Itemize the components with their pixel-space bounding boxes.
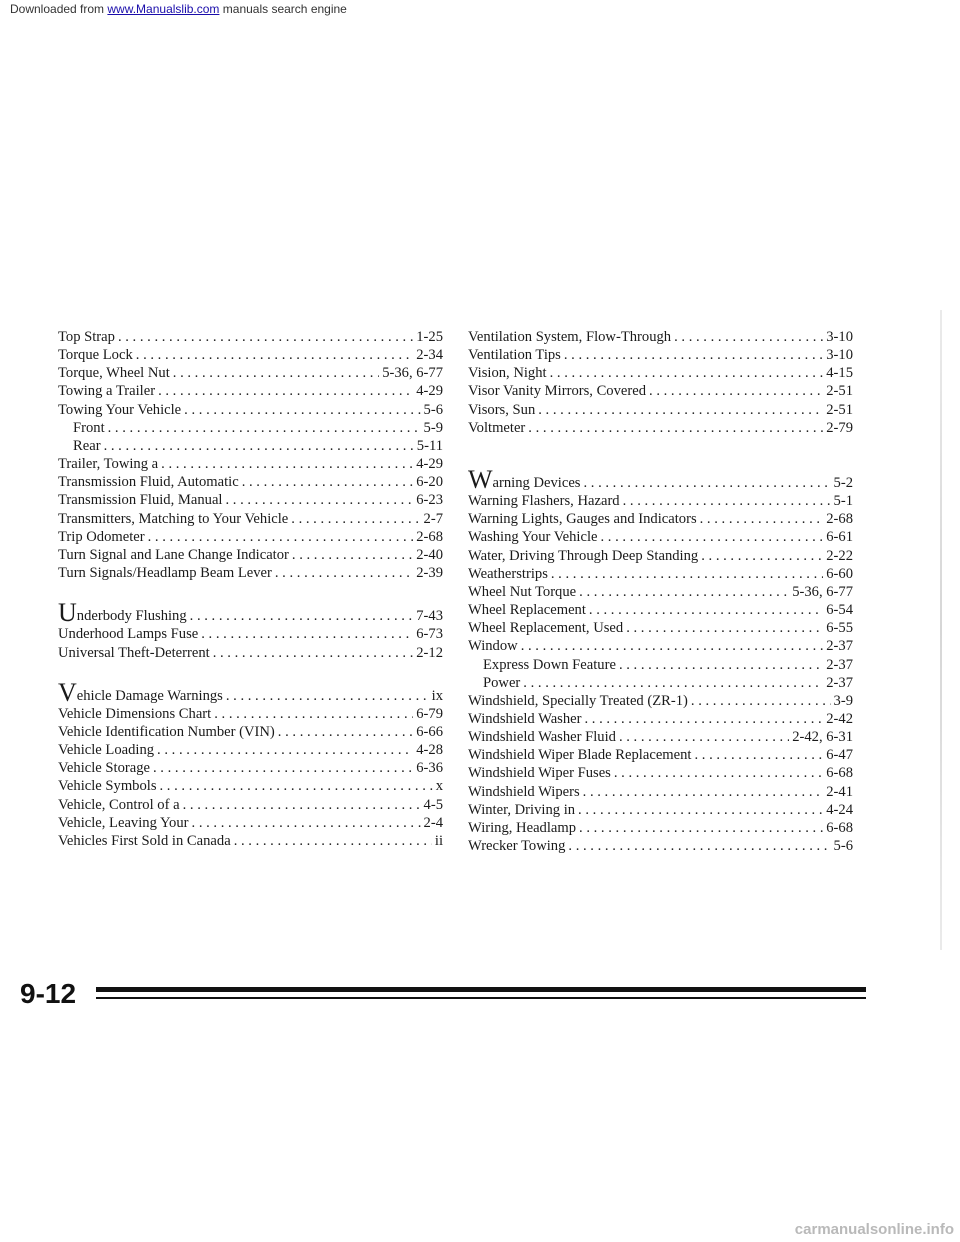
entry-page: 2-41 [826,783,853,800]
index-entry [58,598,443,628]
entry-page: 4-5 [423,796,443,813]
index-entry [58,723,443,741]
entry-label: Wheel Replacement [468,602,586,619]
leader-dots [213,644,414,662]
index-entry [468,364,853,382]
entry-label: Torque, Wheel Nut [58,365,170,382]
entry-label: Towing a Trailer [58,383,156,400]
index-entry [468,382,853,400]
entry-page: ix [431,687,443,704]
leader-dots [691,692,831,710]
index-entry [58,382,443,400]
leader-dots [190,607,414,625]
index-entry [58,644,443,662]
site-watermark: carmanualsonline.info [794,1221,954,1238]
leader-dots [619,728,789,746]
index-entry [58,564,443,582]
leader-dots [674,328,823,346]
entry-label: Windshield Washer Fluid [468,729,616,746]
leader-dots [694,746,823,764]
leader-dots [623,492,831,510]
page-number: 9-12 [20,978,77,1009]
entry-page: 2-79 [826,419,853,436]
entry-page: 2-34 [416,347,443,364]
leader-dots [234,832,432,850]
entry-label: Transmitters, Matching to Your Vehicle [58,510,289,527]
index-group-u [58,598,443,661]
index-entry [468,801,853,819]
leader-dots [589,601,823,619]
entry-page: 3-10 [826,347,853,364]
index-entry [468,728,853,746]
entry-page: 4-28 [416,742,443,759]
leader-dots [192,814,421,832]
entry-page: 2-40 [416,546,443,563]
leader-dots [521,637,824,655]
entry-label: Transmission Fluid, Manual [58,492,223,509]
leader-dots [153,759,413,777]
entry-page: 5-11 [416,437,443,454]
entry-label-rest: ehicle Damage Warnings [76,687,223,704]
entry-label: Underhood Lamps Fuse [58,626,199,643]
source-suffix: manuals search engine [219,2,347,16]
section-initial: W [468,464,493,494]
entry-page: ii [434,832,443,849]
entry-label: Turn Signal and Lane Change Indicator [58,546,289,563]
index-entry [58,741,443,759]
leader-dots [523,674,823,692]
entry-label: Weatherstrips [468,565,548,582]
index-entry [468,837,853,855]
entry-label: Voltmeter [468,419,526,436]
entry-label: Windshield Wiper Blade Replacement [468,747,692,764]
entry-label: Power [483,674,521,691]
leader-dots [201,625,413,643]
leader-dots [104,437,414,455]
leader-dots [538,401,823,419]
leader-dots [157,741,413,759]
entry-page: 2-51 [826,383,853,400]
index-entry [468,819,853,837]
entry-page: 6-20 [416,474,443,491]
leader-dots [118,328,413,346]
leader-dots [183,796,421,814]
leader-dots [214,705,413,723]
entry-page: 5-2 [833,474,853,491]
entry-label: Warning Flashers, Hazard [468,493,620,510]
entry-label: Windshield Wipers [468,783,580,800]
entry-page: 2-68 [416,528,443,545]
index-entry [58,677,443,707]
entry-page: 5-6 [833,838,853,855]
entry-label: Ventilation System, Flow-Through [468,329,672,345]
leader-dots [601,528,824,546]
entry-page: 4-29 [416,456,443,473]
index-entry [468,637,853,655]
leader-dots [579,583,789,601]
entry-label: Turn Signals/Headlamp Beam Lever [58,565,272,582]
entry-page: 5-36, 6-77 [792,583,853,600]
leader-dots [148,528,414,546]
entry-page: 6-61 [826,529,853,546]
index-entry [468,746,853,764]
index-entry [468,492,853,510]
entry-page: 6-54 [826,602,853,619]
index-entry [58,491,443,509]
source-prefix: Downloaded from [10,2,108,16]
entry-label: Windshield, Specially Treated (ZR-1) [468,692,688,709]
index-entry [468,764,853,782]
leader-dots [158,382,413,400]
index-entry [58,705,443,723]
entry-label-rest: arning Devices [492,474,581,491]
entry-label: Winter, Driving in [468,801,576,818]
index-entry [468,547,853,565]
entry-page: 4-29 [416,383,443,400]
entry-label: Vision, Night [468,365,547,382]
leader-dots [528,419,823,437]
entry-page: 2-37 [826,656,853,673]
entry-page: 2-68 [826,511,853,528]
page-edge-shadow [940,310,942,950]
index-entry [468,346,853,364]
entry-page: 6-73 [416,626,443,643]
leader-dots [701,547,823,565]
index-entry [58,759,443,777]
leader-dots [700,510,824,528]
entry-label [58,677,223,707]
entry-page: 6-68 [826,819,853,836]
index-group-t [58,328,443,582]
index-entry [468,419,853,437]
leader-dots [292,546,413,564]
index-entry [468,619,853,637]
entry-page: 5-6 [423,401,443,418]
leader-dots [583,474,830,492]
leader-dots [578,801,823,819]
index-entry [468,692,853,710]
index-entry [58,346,443,364]
entry-page: 7-43 [416,608,443,625]
entry-label [468,464,581,494]
entry-label: Wiring, Headlamp [468,819,577,836]
index-subentry [468,674,853,692]
entry-page: 2-37 [826,638,853,655]
entry-label: Vehicle Symbols [58,778,157,795]
entry-page: 6-68 [826,765,853,782]
entry-page: 4-15 [826,365,853,382]
entry-page: 5-36, 6-77 [382,365,443,382]
index-entry [58,814,443,832]
entry-page: 6-23 [416,492,443,509]
entry-page: 3-10 [826,329,853,345]
leader-dots [564,346,823,364]
entry-label: Ventilation Tips [468,347,561,364]
entry-label: Towing Your Vehicle [58,401,182,418]
leader-dots [614,764,823,782]
entry-label: Transmission Fluid, Automatic [58,474,239,491]
entry-label: Vehicles First Sold in Canada [58,832,231,849]
index-right-column [468,328,853,879]
entry-page: 5-1 [833,493,853,510]
entry-page: 2-22 [826,547,853,564]
index-entry [468,601,853,619]
index-subentry [58,437,443,455]
leader-dots [291,510,420,528]
footer-rule-thin [96,997,866,999]
index-entry [468,328,853,346]
entry-page: 2-42 [826,710,853,727]
entry-page: 2-12 [416,644,443,661]
footer-rule-thick [96,987,866,992]
entry-page: 1-25 [416,329,443,345]
entry-label: Vehicle Loading [58,742,155,759]
entry-page: 2-39 [416,565,443,582]
leader-dots [584,710,823,728]
entry-label: Trailer, Towing a [58,456,159,473]
entry-label: Front [73,419,105,436]
index-entry [468,565,853,583]
leader-dots [649,382,823,400]
entry-page: 6-55 [826,620,853,637]
entry-page: 2-51 [826,401,853,418]
index-entry [58,328,443,346]
leader-dots [583,783,824,801]
leader-dots [242,473,414,491]
leader-dots [136,346,413,364]
entry-page: 2-4 [423,814,443,831]
index-entry [468,528,853,546]
index-group-w [468,464,853,855]
leader-dots [161,455,413,473]
index-entry [58,473,443,491]
entry-page: 6-60 [826,565,853,582]
leader-dots [278,723,413,741]
entry-page: 3-9 [833,692,853,709]
leader-dots [579,819,823,837]
leader-dots [160,777,433,795]
entry-label: Visors, Sun [468,401,536,418]
leader-dots [184,401,420,419]
entry-page: x [435,778,443,795]
index-entry [58,401,443,419]
entry-label: Vehicle, Control of a [58,796,180,813]
entry-label: Windshield Washer [468,710,582,727]
entry-label: Trip Odometer [58,528,145,545]
index-entry [58,528,443,546]
entry-label: Vehicle Dimensions Chart [58,705,212,722]
index-entry [468,464,853,494]
entry-label: Vehicle, Leaving Your [58,814,189,831]
entry-label: Top Strap [58,329,115,345]
entry-label: Water, Driving Through Deep Standing [468,547,699,564]
index-entry [468,710,853,728]
entry-label: Wrecker Towing [468,838,566,855]
index-entry [468,401,853,419]
index-entry [468,510,853,528]
index-subentry [468,656,853,674]
entry-label: Visor Vanity Mirrors, Covered [468,383,647,400]
entry-label: Warning Lights, Gauges and Indicators [468,511,697,528]
download-source-line [10,2,950,16]
entry-label: Vehicle Storage [58,760,150,777]
entry-label: Window [468,638,518,655]
index-entry [58,832,443,850]
index-entry [58,777,443,795]
entry-label: Express Down Feature [483,656,616,673]
leader-dots [551,565,823,583]
index-left-column [58,328,443,874]
entry-page: 6-79 [416,705,443,722]
index-entry [468,583,853,601]
index-group-v-continued [468,328,853,437]
entry-label: Torque Lock [58,347,133,364]
entry-label: Washing Your Vehicle [468,529,598,546]
entry-page: 2-7 [423,510,443,527]
section-initial: V [58,677,77,707]
entry-page: 6-66 [416,723,443,740]
leader-dots [275,564,413,582]
entry-label: Universal Theft-Deterrent [58,644,210,661]
index-entry [58,796,443,814]
entry-page: 2-42, 6-31 [792,729,853,746]
entry-page: 6-47 [826,747,853,764]
section-initial: U [58,598,77,628]
index-entry [468,783,853,801]
entry-label: Windshield Wiper Fuses [468,765,611,782]
entry-label-rest: nderbody Flushing [76,608,187,625]
index-entry [58,546,443,564]
leader-dots [108,419,421,437]
index-entry [58,510,443,528]
entry-label [58,598,187,628]
leader-dots [173,364,379,382]
leader-dots [619,656,823,674]
index-entry [58,625,443,643]
index-group-v [58,677,443,850]
entry-page: 6-36 [416,760,443,777]
entry-page: 4-24 [826,801,853,818]
entry-label: Rear [73,437,101,454]
leader-dots [550,364,824,382]
leader-dots [626,619,823,637]
entry-page: 2-37 [826,674,853,691]
manualslib-link[interactable]: www.Manualslib.com [107,2,220,16]
index-entry [58,364,443,382]
leader-dots [568,837,830,855]
entry-label: Wheel Replacement, Used [468,620,624,637]
index-subentry [58,419,443,437]
index-entry [58,455,443,473]
entry-page: 5-9 [423,419,443,436]
entry-label: Wheel Nut Torque [468,583,577,600]
leader-dots [226,687,429,705]
leader-dots [225,491,413,509]
entry-label: Vehicle Identification Number (VIN) [58,723,275,740]
